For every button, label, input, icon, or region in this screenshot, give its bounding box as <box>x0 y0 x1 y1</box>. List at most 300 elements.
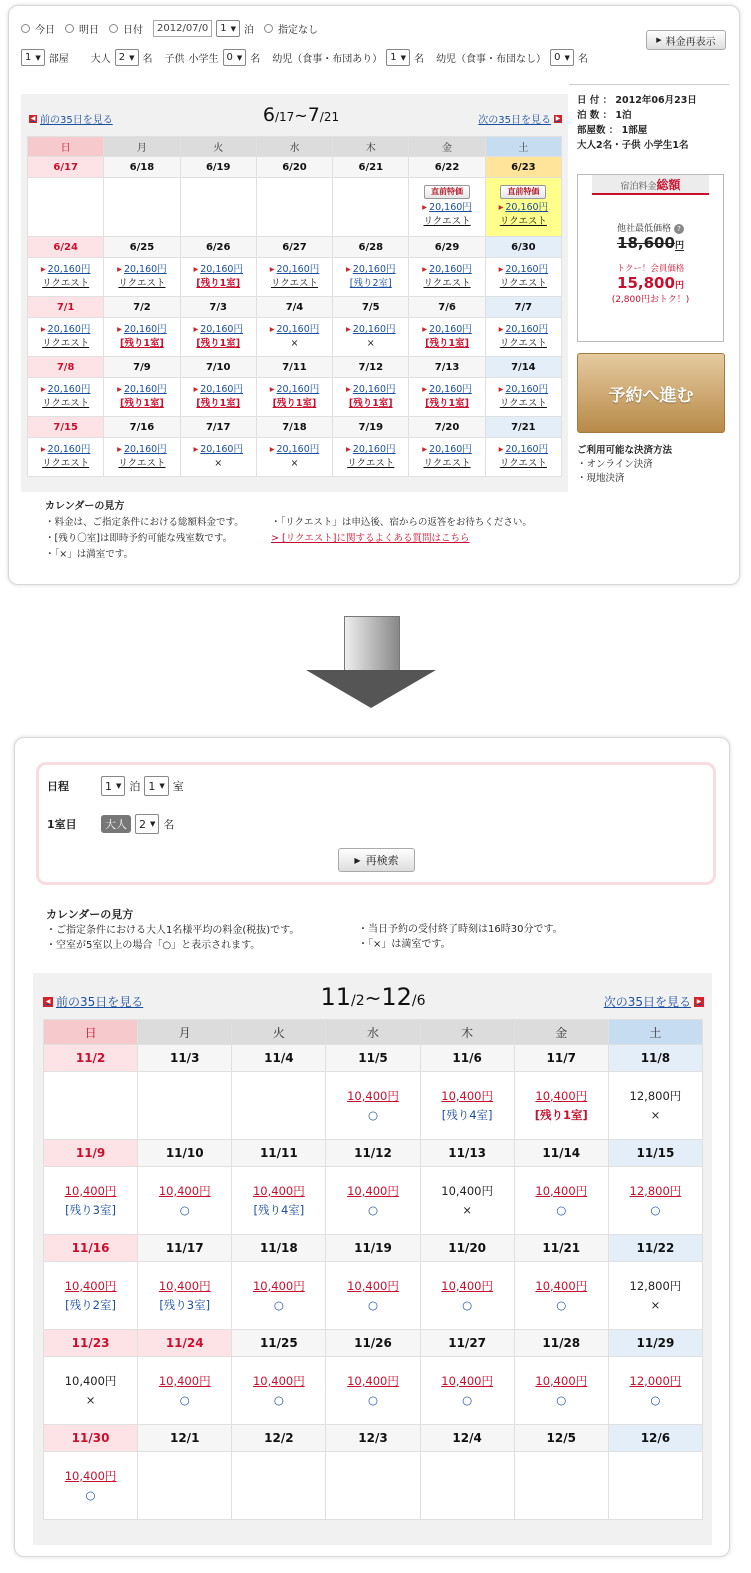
new-legend-right <box>358 922 618 952</box>
price-link[interactable]: 12,800円 <box>629 1183 682 1198</box>
date-cell: 6/22 <box>409 157 485 178</box>
date-cell: 7/11 <box>256 357 332 378</box>
new-prev-35-link[interactable] <box>43 993 143 1010</box>
price-link[interactable]: 10,400円 <box>252 1373 305 1388</box>
down-arrow-tip-icon <box>306 670 436 708</box>
day-cell[interactable] <box>409 258 485 297</box>
old-range-sep: ~ <box>294 106 308 125</box>
full-mark: × <box>214 458 223 469</box>
down-arrow-icon <box>344 616 400 671</box>
day-cell[interactable] <box>138 1167 232 1235</box>
weekday-header: 火 <box>180 137 256 157</box>
day-cell <box>326 1452 420 1520</box>
chevron-down-icon: ▼ <box>129 53 135 62</box>
price-link[interactable]: 10,400円 <box>64 1183 117 1198</box>
available-mark: ○ <box>179 1392 190 1407</box>
price-wrap <box>257 383 332 397</box>
weekday-header: 日 <box>28 137 104 157</box>
remaining-1-badge[interactable]: [残り1室] <box>120 338 164 349</box>
date-cell: 6/26 <box>180 237 256 258</box>
available-mark: ○ <box>650 1392 661 1407</box>
radio-unspecified-label: 指定なし <box>278 25 319 36</box>
price-wrap <box>326 1372 419 1391</box>
price-wrap <box>609 1372 702 1391</box>
adult-select[interactable] <box>115 49 139 66</box>
remaining-1-badge[interactable]: [残り1室] <box>196 278 241 289</box>
date-row <box>28 417 562 438</box>
price-wrap <box>28 263 103 277</box>
date-cell: 6/19 <box>180 157 256 178</box>
full-mark: × <box>462 1202 472 1217</box>
price-link[interactable]: ▸ 20,160円 <box>193 324 243 335</box>
date-row <box>44 1140 703 1167</box>
price-link[interactable]: 10,400円 <box>347 1183 399 1198</box>
old-next-35-link[interactable] <box>478 111 562 126</box>
day-cell[interactable] <box>44 1452 138 1520</box>
day-cell[interactable] <box>333 318 409 357</box>
remaining-1-badge[interactable]: [残り1室] <box>272 398 317 409</box>
price-wrap <box>486 383 561 397</box>
price-link[interactable]: 10,400円 <box>347 1088 399 1103</box>
price-link[interactable]: 10,400円 <box>441 1278 493 1293</box>
price-link[interactable]: ▸ 20,160円 <box>41 324 91 335</box>
date-cell: 6/29 <box>409 237 485 258</box>
elem-select[interactable] <box>223 49 247 66</box>
date-cell: 11/3 <box>138 1045 232 1072</box>
payment-onsite: ・現地決済 <box>577 473 625 484</box>
new-range-sep: ~ <box>364 986 382 1010</box>
price-link[interactable]: ▸ 20,160円 <box>41 384 91 395</box>
date-cell: 11/17 <box>138 1235 232 1262</box>
day-cell[interactable] <box>333 378 409 417</box>
day-cell[interactable] <box>514 1357 608 1425</box>
day-cell[interactable] <box>333 258 409 297</box>
request-link[interactable]: リクエスト <box>42 338 90 349</box>
info-nights: 泊 数 ： 1泊 <box>577 110 632 121</box>
day-cell[interactable] <box>256 258 332 297</box>
day-cell[interactable] <box>232 1167 326 1235</box>
date-input[interactable]: 2012/07/0 <box>153 20 212 37</box>
nights-select[interactable] <box>101 776 125 796</box>
price-link[interactable]: ▸ 20,160円 <box>422 384 472 395</box>
date-row <box>44 1425 703 1452</box>
price-link[interactable]: ▸ 20,160円 <box>346 384 396 395</box>
date-cell: 11/21 <box>514 1235 608 1262</box>
rooms-select-value: 1 <box>25 52 32 63</box>
day-cell[interactable] <box>28 438 104 477</box>
price-link[interactable]: 10,400円 <box>252 1278 305 1293</box>
old-legend-left <box>45 499 285 563</box>
date-cell: 6/24 <box>28 237 104 258</box>
remaining-badge[interactable]: [残り3室] <box>159 1297 211 1312</box>
weekday-header-row <box>44 1020 703 1045</box>
day-cell <box>608 1452 702 1520</box>
price-link[interactable]: ▸ 20,160円 <box>117 264 167 275</box>
day-cell[interactable] <box>104 318 180 357</box>
day-cell[interactable] <box>420 1072 514 1140</box>
price-link[interactable]: ▸ 20,160円 <box>499 384 549 395</box>
price-link[interactable]: 10,400円 <box>158 1373 211 1388</box>
arrow-right-icon: ▶ <box>694 997 704 1007</box>
date-cell: 11/26 <box>326 1330 420 1357</box>
price-link[interactable]: ▸ 20,160円 <box>346 444 396 455</box>
remaining-badge[interactable]: [残り2室] <box>349 278 392 289</box>
day-cell[interactable] <box>180 258 256 297</box>
remaining-1-badge[interactable]: [残り1室] <box>120 398 164 409</box>
day-cell[interactable] <box>608 1262 702 1330</box>
request-link[interactable]: リクエスト <box>118 278 166 289</box>
date-row <box>28 157 562 178</box>
remaining-1-badge[interactable]: [残り1室] <box>196 398 241 409</box>
weekday-header: 土 <box>485 137 561 157</box>
deal-wrap <box>409 185 484 199</box>
available-mark: ○ <box>179 1202 190 1217</box>
date-row <box>28 237 562 258</box>
price-link[interactable]: 10,400円 <box>347 1373 399 1388</box>
remaining-wrap <box>232 1201 325 1220</box>
request-link[interactable]: リクエスト <box>423 458 471 469</box>
price-link[interactable]: ▸ 20,160円 <box>422 444 472 455</box>
request-wrap <box>409 457 484 471</box>
new-legend-1: ・ご指定条件における大人1名様平均の料金(税抜)です。 <box>46 925 300 936</box>
remaining-wrap <box>104 337 179 351</box>
day-cell[interactable] <box>485 258 561 297</box>
day-cell[interactable] <box>44 1357 138 1425</box>
request-link[interactable]: リクエスト <box>347 458 395 469</box>
remaining-badge[interactable]: [残り4室] <box>253 1202 305 1217</box>
chevron-down-icon: ▼ <box>35 53 41 62</box>
price-wrap <box>138 1182 231 1201</box>
adult-select[interactable] <box>135 814 159 834</box>
date-cell: 11/30 <box>44 1425 138 1452</box>
infant-with-meal-select[interactable] <box>386 49 410 66</box>
price-wrap <box>44 1277 137 1296</box>
price-wrap <box>409 201 484 215</box>
price-link[interactable]: 10,400円 <box>347 1278 399 1293</box>
day-cell[interactable] <box>180 378 256 417</box>
date-cell: 11/5 <box>326 1045 420 1072</box>
request-wrap <box>333 457 408 471</box>
nights-unit: 泊 <box>244 25 255 36</box>
old-calendar-panel <box>8 5 740 585</box>
day-cell[interactable] <box>409 378 485 417</box>
price-row <box>44 1262 703 1330</box>
infant2-unit: 名 <box>577 54 588 65</box>
full-mark: × <box>366 338 375 349</box>
weekday-header: 木 <box>420 1020 514 1045</box>
price-link[interactable]: ▸ 20,160円 <box>270 324 320 335</box>
date-cell: 11/15 <box>608 1140 702 1167</box>
price-link[interactable]: 10,400円 <box>535 1373 588 1388</box>
price-link[interactable]: ▸ 20,160円 <box>193 384 243 395</box>
day-cell[interactable] <box>138 1357 232 1425</box>
nights-select-value: 1 <box>105 779 112 793</box>
price-link[interactable]: ▸ 20,160円 <box>499 444 549 455</box>
radio-date[interactable] <box>109 24 118 33</box>
day-cell[interactable] <box>256 378 332 417</box>
new-legend-3: ・当日予約の受付終了時刻は16時30分です。 <box>358 924 563 935</box>
date-cell: 11/14 <box>514 1140 608 1167</box>
chevron-down-icon: ▼ <box>116 782 122 790</box>
price-row <box>28 378 562 417</box>
price-link[interactable]: ▸ 20,160円 <box>422 324 472 335</box>
request-link[interactable]: リクエスト <box>42 398 90 409</box>
price-link[interactable]: ▸ 20,160円 <box>270 384 320 395</box>
old-range-end: 7 <box>307 104 320 126</box>
remaining-wrap <box>104 397 179 411</box>
price-link[interactable]: 10,400円 <box>535 1183 588 1198</box>
day-cell[interactable] <box>608 1072 702 1140</box>
price-link[interactable]: 10,400円 <box>441 1088 493 1103</box>
request-link[interactable]: リクエスト <box>423 278 471 289</box>
date-cell: 7/14 <box>485 357 561 378</box>
elem-label: 小学生 <box>188 54 219 65</box>
day-cell[interactable] <box>485 438 561 477</box>
rooms-select[interactable] <box>21 49 45 66</box>
rooms-select[interactable] <box>144 776 168 796</box>
day-cell[interactable] <box>104 378 180 417</box>
price-wrap <box>486 323 561 337</box>
new-legend-left <box>46 907 366 953</box>
date-cell: 7/8 <box>28 357 104 378</box>
price-link[interactable]: ▸ 20,160円 <box>117 384 167 395</box>
full-mark: × <box>290 458 299 469</box>
weekday-header: 水 <box>326 1020 420 1045</box>
date-cell: 7/7 <box>485 297 561 318</box>
price-link[interactable]: ▸ 20,160円 <box>499 202 549 213</box>
date-cell: 11/10 <box>138 1140 232 1167</box>
day-cell[interactable] <box>409 438 485 477</box>
day-cell[interactable] <box>28 318 104 357</box>
date-cell: 6/17 <box>28 157 104 178</box>
price-link[interactable]: ▸ 20,160円 <box>41 264 91 275</box>
remaining-badge[interactable]: [残り3室] <box>65 1202 116 1217</box>
reserve-button[interactable]: 予約へ進む <box>577 353 725 433</box>
price-wrap <box>333 383 408 397</box>
recalc-button[interactable] <box>646 30 726 50</box>
remaining-badge[interactable]: [残り2室] <box>65 1297 116 1312</box>
day-cell[interactable] <box>485 318 561 357</box>
search-conditions-box <box>36 762 716 885</box>
new-range-end: 12 <box>381 983 412 1011</box>
price-text: 10,400円 <box>441 1183 493 1198</box>
radio-date-label: 日付 <box>123 25 143 36</box>
savings-text: (2,800円おトク！) <box>611 295 690 305</box>
price-link[interactable]: ▸ 20,160円 <box>422 264 472 275</box>
elem-unit: 名 <box>250 54 261 65</box>
day-cell[interactable] <box>485 378 561 417</box>
day-cell[interactable] <box>608 1357 702 1425</box>
radio-today[interactable] <box>21 24 30 33</box>
price-wrap <box>28 323 103 337</box>
remaining-badge[interactable]: [残り4室] <box>441 1107 493 1122</box>
request-link[interactable]: リクエスト <box>118 458 166 469</box>
price-link[interactable]: 10,400円 <box>64 1278 117 1293</box>
price-wrap <box>409 323 484 337</box>
arrow-left-icon: ◀ <box>30 114 36 122</box>
price-link[interactable]: ▸ 20,160円 <box>117 324 167 335</box>
price-wrap <box>333 443 408 457</box>
price-link[interactable]: ▸ 20,160円 <box>270 444 320 455</box>
day-cell[interactable] <box>44 1167 138 1235</box>
price-link[interactable]: 10,400円 <box>535 1088 588 1103</box>
old-prev-35-link[interactable] <box>29 111 113 126</box>
price-link[interactable]: ▸ 20,160円 <box>193 264 243 275</box>
day-cell[interactable] <box>333 438 409 477</box>
price-wrap <box>326 1182 419 1201</box>
price-wrap <box>181 263 256 277</box>
weekday-header: 月 <box>138 1020 232 1045</box>
day-cell <box>138 1072 232 1140</box>
request-link[interactable]: リクエスト <box>42 278 90 289</box>
date-cell: 11/9 <box>44 1140 138 1167</box>
adult-unit: 名 <box>163 818 175 831</box>
play-icon: ▶ <box>354 855 361 865</box>
guest-options-row <box>21 49 588 66</box>
remaining-wrap <box>257 397 332 411</box>
old-range-start: 6 <box>262 104 275 126</box>
remaining-1-badge[interactable]: [残り1室] <box>425 338 469 349</box>
date-cell: 11/23 <box>44 1330 138 1357</box>
price-link[interactable]: ▸ 20,160円 <box>41 444 91 455</box>
day-cell <box>44 1072 138 1140</box>
remaining-wrap <box>409 397 484 411</box>
price-link[interactable]: ▸ 20,160円 <box>270 264 320 275</box>
price-link[interactable]: 10,400円 <box>158 1278 211 1293</box>
new-next-35-link[interactable] <box>604 993 704 1010</box>
day-cell[interactable] <box>326 1167 420 1235</box>
elem-select-value: 0 <box>226 52 233 63</box>
day-cell[interactable] <box>180 318 256 357</box>
day-cell[interactable] <box>514 1262 608 1330</box>
remaining-wrap <box>138 1296 231 1315</box>
old-legend-4: ・「リクエスト」は申込後、宿からの返答をお待ちください。 <box>271 517 532 528</box>
date-cell: 6/28 <box>333 237 409 258</box>
day-cell[interactable] <box>44 1262 138 1330</box>
day-cell[interactable] <box>256 438 332 477</box>
request-link[interactable]: リクエスト <box>499 398 547 409</box>
request-link[interactable]: リクエスト <box>499 338 547 349</box>
price-link[interactable]: ▸ 20,160円 <box>193 444 243 455</box>
available-mark: ○ <box>367 1202 379 1217</box>
request-link[interactable]: リクエスト <box>270 278 319 289</box>
infant-no-meal-select[interactable] <box>550 49 574 66</box>
radio-tomorrow[interactable] <box>65 24 74 33</box>
day-cell[interactable] <box>420 1167 514 1235</box>
remaining-1-badge[interactable]: [残り1室] <box>425 398 469 409</box>
date-cell: 7/10 <box>180 357 256 378</box>
date-cell: 7/15 <box>28 417 104 438</box>
day-cell[interactable] <box>256 318 332 357</box>
day-cell[interactable] <box>104 438 180 477</box>
price-link[interactable]: 10,400円 <box>441 1373 493 1388</box>
price-link[interactable]: 10,400円 <box>158 1183 211 1198</box>
day-cell[interactable] <box>326 1357 420 1425</box>
date-cell: 11/13 <box>420 1140 514 1167</box>
remaining-1-badge[interactable]: [残り1室] <box>534 1107 588 1122</box>
date-cell: 7/16 <box>104 417 180 438</box>
price-link[interactable]: ▸ 20,160円 <box>422 202 472 213</box>
price-link[interactable]: 10,400円 <box>252 1183 305 1198</box>
day-cell[interactable] <box>326 1262 420 1330</box>
price-link[interactable]: ▸ 20,160円 <box>117 444 167 455</box>
remaining-1-badge[interactable]: [残り1室] <box>348 398 393 409</box>
date-cell: 12/6 <box>608 1425 702 1452</box>
nights-select[interactable] <box>216 20 240 37</box>
member-price-label: トクー！会員価格 <box>616 264 685 274</box>
price-link[interactable]: ▸ 20,160円 <box>499 324 549 335</box>
total-header <box>592 175 709 195</box>
date-row <box>28 297 562 318</box>
price-wrap <box>486 263 561 277</box>
other-low-price: 18,600 <box>617 234 675 252</box>
day-cell[interactable] <box>514 1167 608 1235</box>
weekday-header: 金 <box>514 1020 608 1045</box>
price-text: 10,400円 <box>64 1373 117 1388</box>
day-cell[interactable] <box>138 1262 232 1330</box>
research-button[interactable] <box>338 848 415 872</box>
old-range-title <box>241 104 361 126</box>
price-link[interactable]: 12,000円 <box>629 1373 682 1388</box>
weekday-header: 土 <box>608 1020 702 1045</box>
weekday-header: 水 <box>256 137 332 157</box>
request-faq-link[interactable]: > [リクエスト]に関するよくある質問はこちら <box>271 533 470 544</box>
day-cell[interactable] <box>104 258 180 297</box>
price-wrap <box>333 323 408 337</box>
day-cell[interactable] <box>232 1262 326 1330</box>
request-wrap <box>409 277 484 291</box>
day-cell[interactable] <box>514 1072 608 1140</box>
request-wrap <box>28 457 103 471</box>
date-cell: 7/1 <box>28 297 104 318</box>
new-prev-label: 前の35日を見る <box>56 995 144 1009</box>
price-link[interactable]: ▸ 20,160円 <box>499 264 549 275</box>
request-link[interactable]: リクエスト <box>499 216 547 228</box>
day-cell[interactable] <box>608 1167 702 1235</box>
price-link[interactable]: 10,400円 <box>64 1468 117 1483</box>
date-cell: 11/24 <box>138 1330 232 1357</box>
request-link[interactable]: リクエスト <box>42 458 90 469</box>
price-link[interactable]: ▸ 20,160円 <box>346 324 396 335</box>
request-link[interactable]: リクエスト <box>499 458 547 469</box>
date-cell: 12/5 <box>514 1425 608 1452</box>
day-cell[interactable] <box>232 1357 326 1425</box>
remaining-wrap <box>333 397 408 411</box>
request-link[interactable]: リクエスト <box>499 278 547 289</box>
remaining-1-badge[interactable]: [残り1室] <box>196 338 241 349</box>
request-wrap <box>257 277 332 291</box>
day-cell[interactable] <box>420 1357 514 1425</box>
price-wrap <box>409 383 484 397</box>
day-cell[interactable] <box>180 438 256 477</box>
price-link[interactable]: 10,400円 <box>535 1278 588 1293</box>
day-cell[interactable] <box>28 378 104 417</box>
date-cell: 11/8 <box>608 1045 702 1072</box>
day-cell[interactable] <box>485 178 561 237</box>
radio-unspecified[interactable] <box>264 24 273 33</box>
price-wrap <box>515 1277 608 1296</box>
day-cell[interactable] <box>409 178 485 237</box>
day-cell[interactable] <box>420 1262 514 1330</box>
day-cell[interactable] <box>326 1072 420 1140</box>
price-link[interactable]: ▸ 20,160円 <box>346 264 396 275</box>
day-cell[interactable] <box>409 318 485 357</box>
request-link[interactable]: リクエスト <box>423 216 471 228</box>
day-cell[interactable] <box>28 258 104 297</box>
price-wrap <box>409 263 484 277</box>
nights-unit: 泊 <box>129 780 141 793</box>
adult-select-value: 2 <box>139 817 146 831</box>
